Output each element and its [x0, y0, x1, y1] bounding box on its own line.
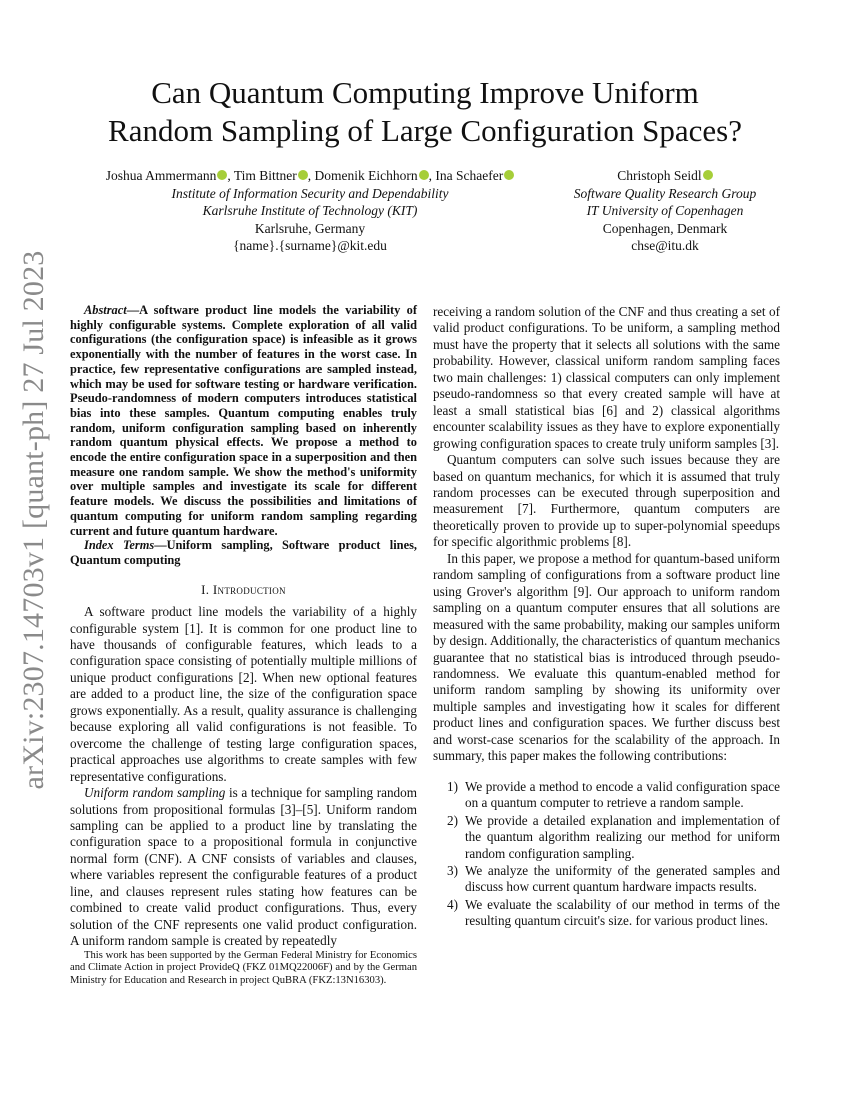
affiliation-kit [70, 167, 550, 255]
list-item [433, 897, 780, 930]
list-number: 2) [447, 812, 458, 828]
arxiv-identifier-sidebar [4, 250, 64, 790]
contributions-list [433, 779, 780, 930]
city: Copenhagen, Denmark [602, 220, 728, 236]
abstract-label: Abstract [84, 303, 127, 317]
author-names-kit: Joshua Ammermann , Tim Bittner , Domenik Eichhorn , Ina Schaefer [70, 167, 550, 185]
paragraph [70, 785, 417, 950]
affiliation-itu [545, 167, 785, 255]
orcid-icon[interactable] [504, 170, 514, 180]
section-number: I. [201, 581, 210, 597]
paragraph: A software product line models the variability of a highly configurable system [1]. It is common for one product line to have thousands of configurable features, which leads to a configuration space consisting of potentially multiple millions of unique product configurations [2]. When new optional features are added to a product line, the size of the configuration space grows exponentially. As a result, quality assurance is challenging because exploring all valid configurations is not feasible. To overcome the challenge of testing large configuration spaces, practical approaches use algorithms to create samples with few representative configurations. [70, 604, 417, 784]
title-line-2: Random Sampling of Large Configuration Spaces? [108, 113, 742, 148]
arxiv-identifier: arXiv:2307.14703v1 [quant-ph] 27 Jul 2023 [17, 250, 50, 790]
author-name: Ina Schaefer [435, 168, 504, 183]
author-name: Tim Bittner [233, 168, 297, 183]
research-group: Software Quality Research Group [573, 185, 757, 201]
paragraph-text: is a technique for sampling random solutions from propositional formulas [3]–[5]. Uniform random sampling can be applied to a product line by translating the configuration space to a propositional formula in conjunctive normal form (CNF). A CNF consists of variables and clauses, where variables represent the configurable features of a product line, and clauses represent rules stating how features can be combined to create valid product configurations. Thus, every solution of the CNF represents one valid product configuration. A uniform random sample is created by repeatedly [70, 785, 417, 949]
orcid-icon[interactable] [703, 170, 713, 180]
index-terms-body: —Uniform sampling, Software product lines, Quantum computing [70, 538, 417, 567]
paragraph: receiving a random solution of the CNF and thus creating a set of valid product configurations. To be uniform, a sampling method must have the property that it selects all solutions with the same probability. However, classical uniform random sampling faces two main challenges: 1) classical computers can only implement pseudo-randomness so that every created sample will have at least a small statistical bias [6] and 2) classical algorithms encounter scalability issues as they have to explore exponentially growing configuration spaces to create truly uniform samples [3]. [433, 304, 780, 451]
list-text: We evaluate the scalability of our method in terms of the resulting quantum circuit's size. for various product lines. [465, 896, 780, 929]
paragraph: Quantum computers can solve such issues because they are based on quantum mechanics, for which it is assumed that truly random processes can be executed through superposition and measurement [7]. Furthermore, quantum computers are theoretically proven to provide up to super-polynomial speedups for specific algorithmic problems [8]. [433, 452, 780, 550]
abstract [70, 303, 417, 538]
list-text: We provide a method to encode a valid configuration space on a quantum computer to retrieve a random sample. [465, 778, 780, 811]
list-item [433, 779, 780, 812]
university-name: IT University of Copenhagen [586, 203, 744, 219]
paragraph: In this paper, we propose a method for quantum-based uniform random sampling of configurations from a software product line using Grover's algorithm [9]. Our approach to uniform random sampling on a quantum computer ensures that all solutions are measured with the same probability, making our samples uniform by design. Additionally, the characteristics of quantum mechanics guarantee that no statistical bias is introduced through pseudo-randomness. We evaluate this quantum-enabled method for uniform random sampling by showing its uniformity over multiple samples and investigating how it scales for different product lines and configuration spaces. We further discuss best and worst-case scenarios for the scalability of the approach. In summary, this paper makes the following contributions: [433, 550, 780, 764]
section-heading [70, 582, 417, 598]
email: {name}.{surname}@kit.edu [233, 238, 387, 254]
list-item [433, 813, 780, 862]
list-text: We provide a detailed explanation and implementation of the quantum algorithm realizing our method for uniform random configuration sampling. [465, 812, 780, 861]
list-text: We analyze the uniformity of the generated samples and discuss how current quantum hardware impacts results. [465, 862, 780, 895]
list-number: 4) [447, 896, 458, 912]
left-column [70, 303, 417, 987]
author-name: Joshua Ammermann [105, 168, 217, 183]
list-number: 3) [447, 862, 458, 878]
orcid-icon[interactable] [419, 170, 429, 180]
author-name: Domenik Eichhorn [314, 168, 418, 183]
emphasis: Uniform random sampling [84, 785, 226, 801]
email: chse@itu.dk [631, 238, 699, 254]
author-names-itu [545, 167, 785, 185]
right-column [433, 304, 780, 931]
index-terms-label: Index Terms [84, 538, 155, 553]
orcid-icon[interactable] [298, 170, 308, 180]
funding-footnote: This work has been supported by the German Federal Ministry for Economics and Climate Action in project ProvideQ (FKZ 01MQ22006F) and by the German Ministry for Education and Research in project QuBRA (FKZ:13N16303). [70, 949, 417, 986]
list-number: 1) [447, 778, 458, 794]
paper-title [40, 74, 810, 150]
author-name: Christoph Seidl [617, 168, 702, 183]
abstract-body: —A software product line models the variability of highly configurable systems. Complete exploration of all valid configurations (the configuration space) is infeasible as it grows exponentially with the number of features in the worst case. In practice, few representative configurations are sampled instead, which may be used for software testing or hardware verification. Pseudo-randomness of modern computers introduces statistical bias into these samples. Quantum computing enables truly random, uniform configuration sampling based on inherently random quantum physical effects. We propose a method to encode the entire configuration space in a superposition and then measure one random sample. We show the method's uniformity over multiple samples and investigate its scale for different feature models. We discuss the possibilities and limitations of quantum computing for uniform random sampling regarding current and future quantum hardware. [70, 303, 417, 538]
title-line-1: Can Quantum Computing Improve Uniform [151, 75, 699, 110]
institute-name: Institute of Information Security and Dependability [171, 185, 449, 201]
index-terms [70, 538, 417, 567]
orcid-icon[interactable] [217, 170, 227, 180]
university-name: Karlsruhe Institute of Technology (KIT) [202, 203, 418, 219]
list-item [433, 863, 780, 896]
city: Karlsruhe, Germany [254, 220, 366, 236]
section-title: Introduction [212, 581, 286, 597]
